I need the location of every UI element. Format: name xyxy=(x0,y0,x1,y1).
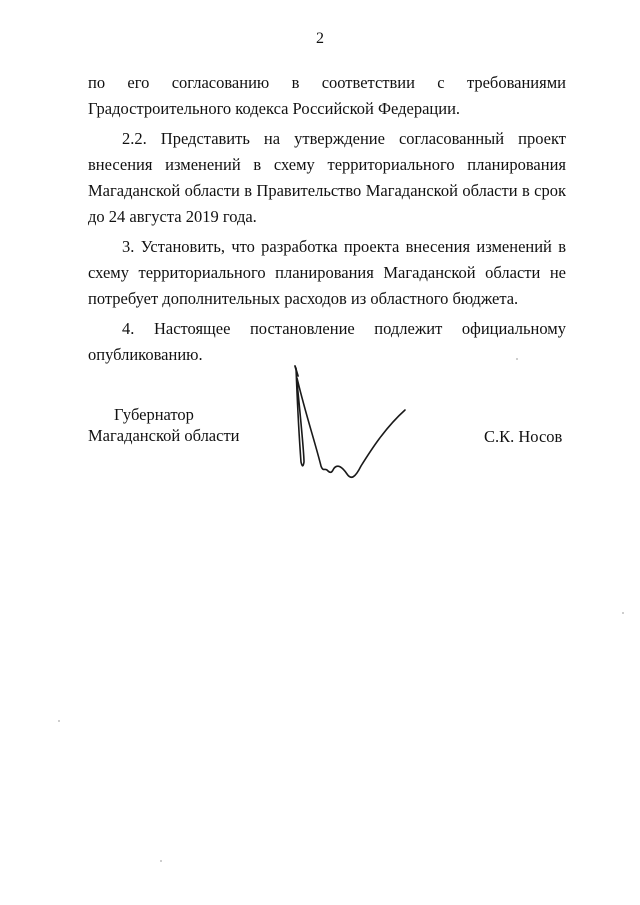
paragraph-3: 3. Установить, что разработка проекта внесения изменений в схему территориального планирования Магаданской области не потребует дополнительных расходов из областного бюджета. xyxy=(88,237,566,308)
document-body xyxy=(88,70,566,368)
scan-speck xyxy=(58,720,60,722)
scan-speck xyxy=(160,860,162,862)
scan-speck xyxy=(622,612,624,614)
page-number: 2 xyxy=(316,30,324,47)
signatory-position-line1: Губернатор xyxy=(114,405,194,424)
signatory-position-line2: Магаданской области xyxy=(88,426,240,445)
paragraph-4: 4. Настоящее постановление подлежит официальному опубликованию. xyxy=(88,319,566,364)
handwritten-signature xyxy=(285,362,415,492)
signatory-position xyxy=(88,404,268,446)
signatory-name: С.К. Носов xyxy=(484,427,563,446)
scan-speck xyxy=(516,358,518,360)
paragraph-2-2: 2.2. Представить на утверждение согласованный проект внесения изменений в схему территориального планирования Магаданской области в Правительство Магаданской области в срок до 24 августа 2019 года. xyxy=(88,129,566,226)
paragraph-continuation: по его согласованию в соответствии с требованиями Градостроительного кодекса Российской Федерации. xyxy=(88,73,566,118)
